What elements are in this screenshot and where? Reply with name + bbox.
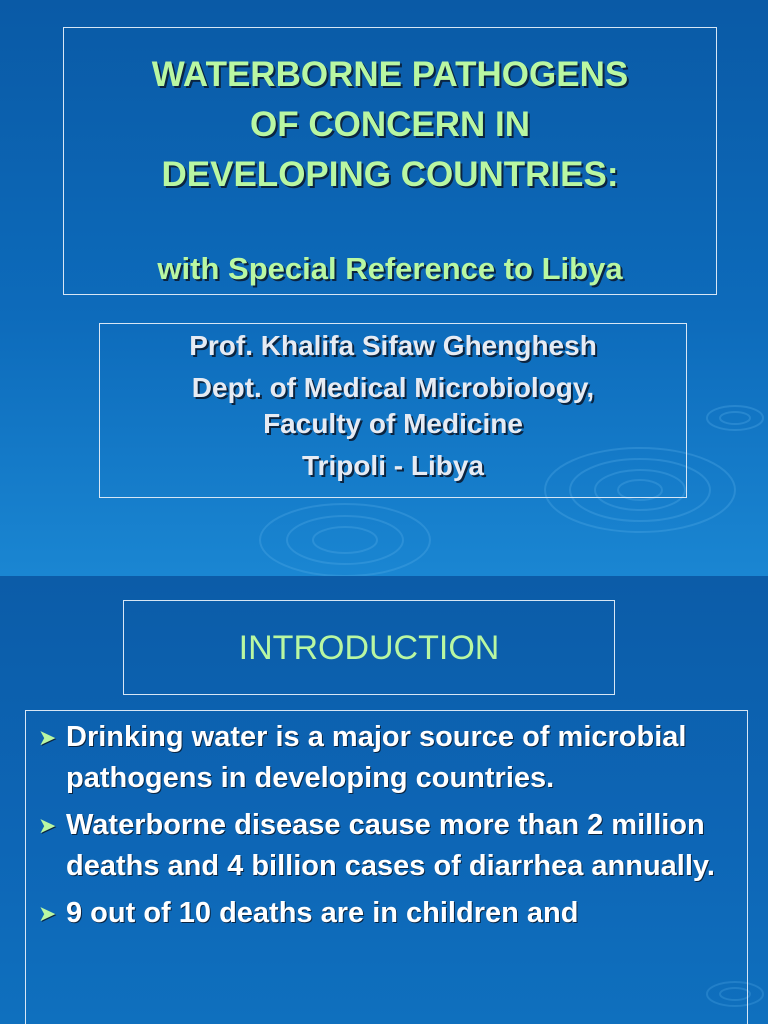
introduction-slide bbox=[0, 576, 768, 1024]
title-line: OF CONCERN IN bbox=[250, 105, 530, 144]
faculty-line: Faculty of Medicine bbox=[263, 408, 523, 439]
bullet-text: 9 out of 10 deaths are in children and bbox=[66, 897, 579, 929]
title-line: DEVELOPING COUNTRIES: bbox=[161, 155, 619, 194]
bullet-item bbox=[38, 717, 717, 799]
title-line: WATERBORNE PATHOGENS bbox=[151, 55, 629, 94]
bullet-item bbox=[38, 805, 717, 887]
title-box bbox=[63, 27, 717, 295]
arrow-bullet-icon: ➤ bbox=[38, 813, 57, 838]
bullet-list bbox=[26, 711, 747, 934]
department-line: Dept. of Medical Microbiology, bbox=[191, 372, 595, 403]
author-name: Prof. Khalifa Sifaw Ghenghesh bbox=[189, 330, 597, 361]
slide-heading: INTRODUCTION bbox=[238, 629, 500, 667]
bullet-item bbox=[38, 893, 717, 934]
author-city: Tripoli - Libya bbox=[301, 450, 484, 481]
arrow-bullet-icon: ➤ bbox=[38, 725, 57, 750]
author-box bbox=[99, 323, 687, 498]
bullet-text: Drinking water is a major source of microbial pathogens in developing countries. bbox=[66, 721, 687, 794]
bullet-text: Waterborne disease cause more than 2 million deaths and 4 billion cases of diarrhea annually. bbox=[66, 809, 715, 882]
bullet-content-box bbox=[25, 710, 748, 1024]
heading-box bbox=[123, 600, 615, 695]
author-department bbox=[100, 370, 686, 442]
presentation-title bbox=[64, 50, 716, 200]
arrow-bullet-icon: ➤ bbox=[38, 901, 57, 926]
presentation-subtitle: with Special Reference to Libya bbox=[157, 251, 623, 286]
